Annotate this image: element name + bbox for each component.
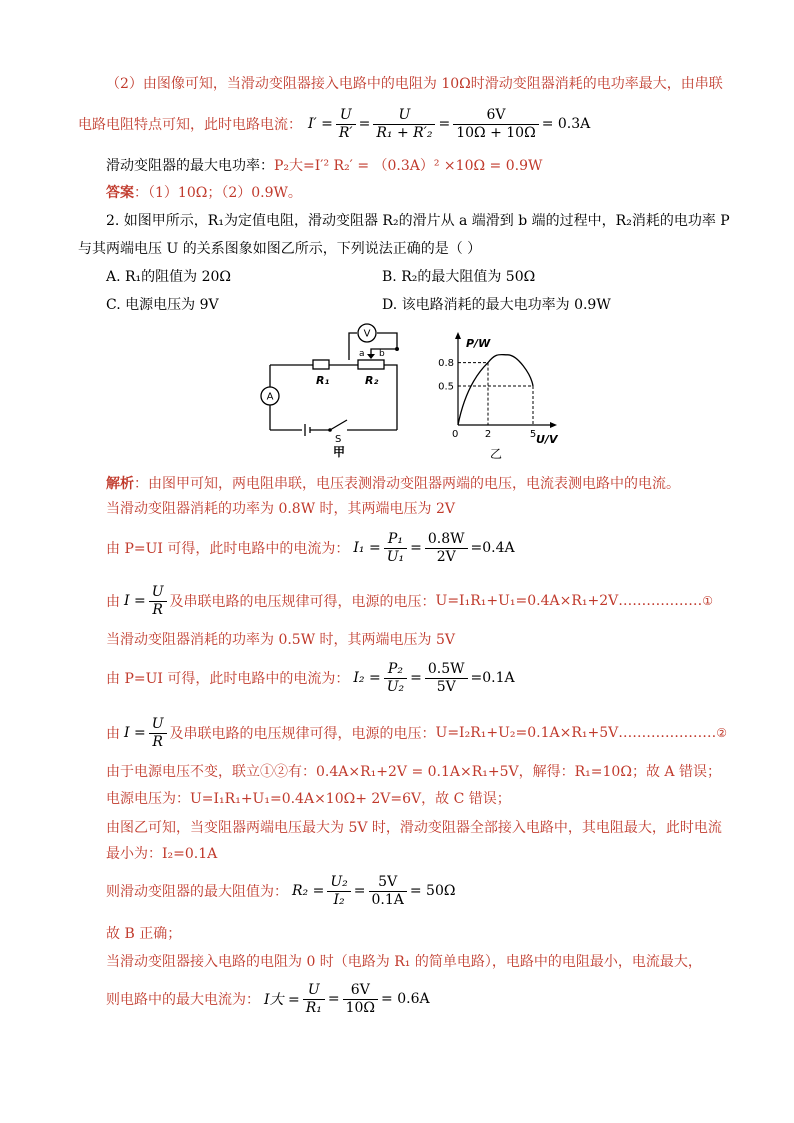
case-1-condition: 当滑动变阻器消耗的功率为 0.8W 时，其两端电压为 2V [106,501,456,517]
y-axis-label: P/W [466,337,491,350]
case-2-condition: 当滑动变阻器消耗的功率为 0.5W 时，其两端电压为 5V [106,632,456,648]
y-tick-label: 0.8 [438,358,454,370]
current-result: = 0.3A [541,116,591,132]
r1-label: R₁ [316,374,330,387]
option-d: D. 该电路消耗的最大电功率为 0.9W [382,297,611,313]
solve-r1-line: 由于电源电压不变，联立①②有：0.4A×R₁+2V = 0.1A×R₁+5V，解得：R₁=10Ω；故 A 错误； [106,764,721,780]
x-tick-label: 2 [484,429,492,440]
solution-intro: 解析：由图甲可知，两电阻串联，电压表测滑动变阻器两端的电压，电流表测电路中的电流。 [106,476,680,492]
max-power-line: 滑动变阻器的最大电功率：P₂大=I′² R₂′ = （0.3A）² ×10Ω = 0.9W [106,158,543,174]
source-voltage-line: 电源电压为：U=I₁R₁+U₁=0.4A×10Ω+ 2V=6V，故 C 错误； [106,791,511,807]
answer-line [106,183,302,203]
p-u-curve [458,355,533,425]
case-1-equation: 由 I = $\frac{U}{R}$ 及串联电路的电压规律可得，电源的电压： U=I₁R₁+U₁=0.4A×R₁+2V……………… ① [106,583,714,618]
question-2-line1: 2. 如图甲所示，R₁为定值电阻，滑动变阻器 R₂的滑片从 a 端滑到 b 端的过程中，R₂消耗的电功率 P [106,213,730,229]
case-2-equation: 由 I = $\frac{U}{R}$ 及串联电路的电压规律可得，电源的电压： U=I₂R₁+U₂=0.1A×R₁+5V………………… ② [106,715,728,750]
answer-text: ：（1）10Ω；（2）0.9W。 [134,185,302,201]
case-2-current: 由 P=UI 可得，此时电路中的电流为： I₂ = $\frac{\text{P₂}}{\text{U₂}}$ = $\frac{0.5W}{5V}$ =0.1A [106,660,515,695]
circuit-diagram [255,318,425,468]
graph-caption: 乙 [490,447,503,461]
min-current-line2: 最小为：I₂=0.1A [106,846,218,862]
solution-label: 解析 [106,476,134,492]
answer-label: 答案 [106,185,134,201]
r2-label: R₂ [365,374,379,387]
circuit-caption: 甲 [333,445,346,459]
x-axis-label: U/V [536,433,558,446]
para-2-line1: （2）由图像可知，当滑动变阻器接入电路中的电阻为 10Ω时滑动变阻器消耗的电功率最大，由串联 [106,76,723,92]
terminal-b: b [379,349,385,359]
current-lhs: I′ = [308,116,333,132]
x-tick-label: 5 [529,429,537,440]
option-b: B. R₂的最大阻值为 50Ω [382,269,536,285]
switch-label: S [335,434,342,445]
para-2-text: 电路电阻特点可知，此时电路电流： [78,117,302,133]
ammeter-symbol: A [266,391,274,403]
max-current-condition: 当滑动变阻器接入电路的电阻为 0 时（电路为 R₁ 的简单电路），电路中的电阻最小，电流最大， [106,954,702,970]
fraction-u-rprime: $\frac{U}{R'}$ [336,107,356,142]
fraction-u-sum: $\frac{U}{\text{R₁ + R′₂}}$ [373,107,435,142]
pu-graph [430,325,570,465]
option-c: C. 电源电压为 9V [106,297,219,313]
r2-max-line: 则滑动变阻器的最大阻值为： R₂ = $\frac{\text{U₂}}{\text{I₂}}$ = $\frac{5V}{0.1A}$ = 50Ω [106,873,456,908]
question-2-line2: 与其两端电压 U 的关系图象如图乙所示，下列说法正确的是（ ） [78,241,482,257]
terminal-a: a [359,349,365,359]
max-current-line: 则电路中的最大电流为： I大 = $\frac{U}{\text{R₁}}$ = $\frac{6V}{10\Omega}$ = 0.6A [106,981,430,1016]
b-correct-line: 故 B 正确； [106,926,182,942]
case-1-current: 由 P=UI 可得，此时电路中的电流为： I₁ = $\frac{\text{P₁}}{\text{U₁}}$ = $\frac{0.8W}{2V}$ =0.4A [106,530,515,565]
option-a: A. R₁的阻值为 20Ω [106,269,232,285]
fraction-6v: $\frac{6V}{10\Omega + 10\Omega}$ [453,107,538,142]
y-tick-label: 0.5 [438,381,454,393]
min-current-line1: 由图乙可知，当变阻器两端电压最大为 5V 时，滑动变阻器全部接入电路中，其电阻最大，此时电流 [106,820,722,836]
para-2-line2: 电路电阻特点可知，此时电路电流： I′ = $\frac{U}{R'}$ = $\frac{U}{\text{R₁ + R′₂}}$ = $\frac{6V}{10\Omega + 10\Omega}$ = 0.3A [78,106,591,141]
voltmeter-symbol: V [363,328,371,340]
max-power-formula: P₂大=I′² R₂′ = （0.3A）² ×10Ω = 0.9W [274,158,543,174]
origin-label: 0 [452,429,459,440]
